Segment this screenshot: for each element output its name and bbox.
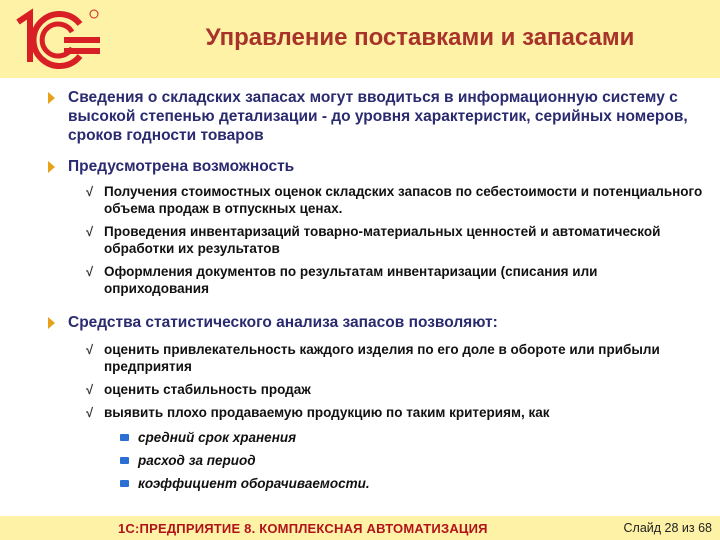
slide-header [0,0,720,78]
square-bullet-icon [120,480,129,487]
check-item-3: √ Оформления документов по результатам инвентаризации (списания или оприходования [86,264,598,296]
square-bullet-icon [120,434,129,441]
square-item-2: расход за период [138,452,698,469]
check-item-2: √ Проведения инвентаризаций товарно-материальных ценностей и автоматической обработки их результатов [86,224,661,256]
square-item-1: средний срок хранения [138,429,698,446]
check-bullet-icon: √ [86,382,94,397]
check-bullet-icon: √ [86,224,94,239]
check-bullet-icon: √ [86,184,94,199]
footer-product-name: 1С:ПРЕДПРИЯТИЕ 8. КОМПЛЕКСНАЯ АВТОМАТИЗАЦИЯ [118,521,488,536]
check-item-1: √ Получения стоимостных оценок складских запасов по себестоимости и потенциального объема продаж в отпускных ценах. [86,184,703,216]
1c-logo-icon [8,4,108,74]
check-item-4: √ оценить привлекательность каждого изделия по его доле в обороте или прибыли предприятия [86,342,660,374]
check-bullet-icon: √ [86,405,94,420]
square-item-3: коэффициент оборачиваемости. [138,475,698,492]
bullet-item-1: Сведения о складских запасах могут вводиться в информационную систему с высокой степенью детализации - до уровня характеристик, серийных номеров, сроков годности товаров [68,88,708,145]
square-bullet-icon [120,457,129,464]
check-bullet-icon: √ [86,264,94,279]
slide-number: Слайд 28 из 68 [623,521,712,535]
triangle-bullet-icon [48,317,55,329]
check-bullet-icon: √ [86,342,94,357]
slide-footer [0,516,720,540]
check-item-6: √ выявить плохо продаваемую продукцию по таким критериям, как [86,405,550,420]
check-item-5: √ оценить стабильность продаж [86,382,311,397]
slide-title: Управление поставками и запасами [205,24,635,51]
triangle-bullet-icon [48,161,55,173]
bullet-item-2: Предусмотрена возможность [68,157,708,176]
bullet-item-3: Средства статистического анализа запасов позволяют: [68,313,708,332]
triangle-bullet-icon [48,92,55,104]
